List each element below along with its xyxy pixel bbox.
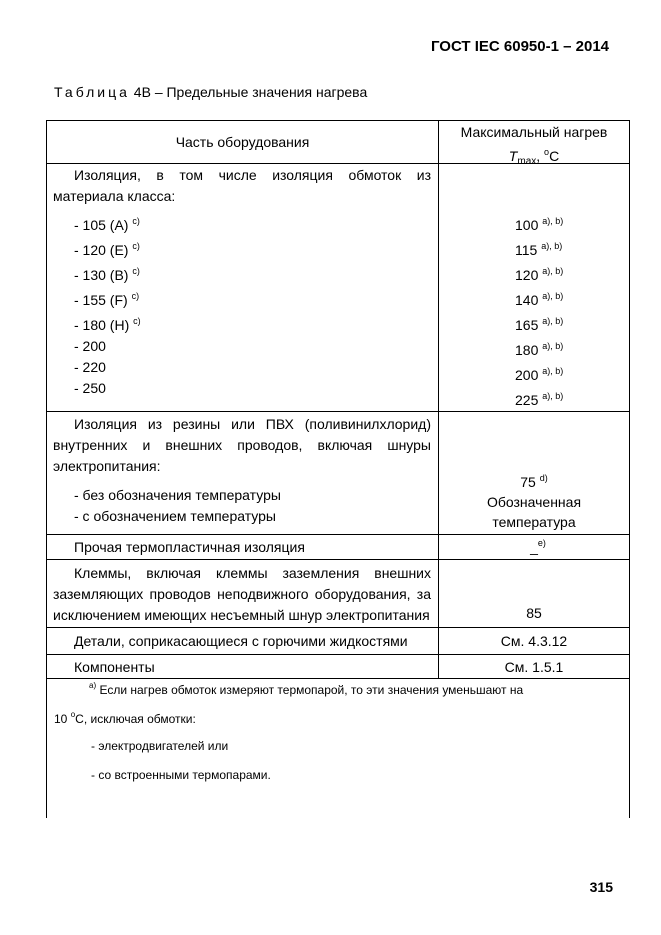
- class-item: - 155 (F) $^{c)}$: [74, 291, 140, 308]
- class-item: - 180 (H) $^{c)}$: [74, 316, 141, 333]
- terminals-value: 85: [526, 605, 542, 621]
- row-label: Прочая термопластичная изоляция: [74, 539, 305, 555]
- max-temp-value: 140 $^{a), b)}$: [515, 291, 564, 308]
- temperature-limits-table: [46, 120, 630, 679]
- footnote-a-line2: 10 $^o$C, исключая обмотки:: [54, 710, 196, 726]
- table-footnote: [46, 678, 630, 818]
- document-header: ГОСТ IEC 60950-1 – 2014: [430, 38, 609, 55]
- table-row-terminals: [46, 559, 630, 627]
- class-item: - 220: [74, 359, 106, 375]
- row-label: Компоненты: [74, 659, 155, 675]
- max-temp-value: 165 $^{a), b)}$: [515, 316, 564, 333]
- class-item: - 250: [74, 380, 106, 396]
- class-item: - 130 (B) $^{c)}$: [74, 266, 140, 283]
- table-caption-number: 4B: [133, 84, 151, 100]
- class-item: - 120 (E) $^{c)}$: [74, 241, 140, 258]
- footnote-a-item1: - электродвигателей или: [91, 739, 229, 753]
- max-temp-value: 115 $^{a), b)}$: [515, 241, 563, 258]
- components-value: См. 1.5.1: [504, 659, 564, 675]
- table-row-components: [46, 654, 630, 679]
- table-row-rubber-pvc: [46, 411, 630, 534]
- max-temp-value: 200 $^{a), b)}$: [515, 366, 564, 383]
- rubber-item-no-rating: - без обозначения температуры: [74, 487, 281, 503]
- row-label: Детали, соприкасающиеся с горючими жидкостями: [74, 633, 408, 649]
- thermoplastic-value: _$^{e)}$: [530, 538, 546, 555]
- row-label: Клеммы, включая клеммы заземления внешних заземляющих проводов неподвижного оборудования, за исключением имеющих несъемный шнур электропитания: [53, 565, 431, 623]
- max-temp-value: 100 $^{a), b)}$: [515, 216, 564, 233]
- table-caption: [54, 84, 367, 100]
- table-caption-title: – Предельные значения нагрева: [154, 84, 368, 100]
- table-header-row: [46, 120, 630, 167]
- class-item: - 200: [74, 338, 106, 354]
- max-temp-value: 120 $^{a), b)}$: [515, 266, 564, 283]
- footnote-a-line1: $^{a)}$ Если нагрев обмоток измеряют термопарой, то эти значения уменьшают на: [89, 681, 524, 697]
- rubber-value-rated-line2: температура: [492, 514, 576, 530]
- column-header-part: Часть оборудования: [46, 121, 439, 163]
- max-temp-value: 225 $^{a), b)}$: [515, 391, 564, 408]
- max-temp-value: 180 $^{a), b)}$: [515, 341, 564, 358]
- table-row-thermoplastic: [46, 534, 630, 559]
- page-number: 315: [589, 879, 613, 895]
- row-intro: Изоляция из резины или ПВХ (поливинилхлорид) внутренних и внешних проводов, включая шнуры электропитания:: [53, 416, 431, 474]
- rubber-item-rated: - с обозначением температуры: [74, 508, 276, 524]
- rubber-value-rated-line1: Обозначенная: [486, 494, 582, 510]
- row-intro: Изоляция, в том числе изоляция обмоток из материала класса:: [53, 167, 431, 204]
- class-item: - 105 (A) $^{c)}$: [74, 216, 140, 233]
- table-row-flammable-liquids: [46, 627, 630, 654]
- table-caption-label: Таблица: [54, 84, 130, 100]
- column-header-max-heating: Максимальный нагрев $T_{max}$, $^o$C: [439, 121, 630, 163]
- flammable-value: См. 4.3.12: [500, 632, 568, 649]
- footnote-a-item2: - со встроенными термопарами.: [91, 768, 271, 782]
- table-row-insulation-classes: [46, 163, 630, 411]
- rubber-value-75: 75 $^{d)}$: [520, 473, 548, 490]
